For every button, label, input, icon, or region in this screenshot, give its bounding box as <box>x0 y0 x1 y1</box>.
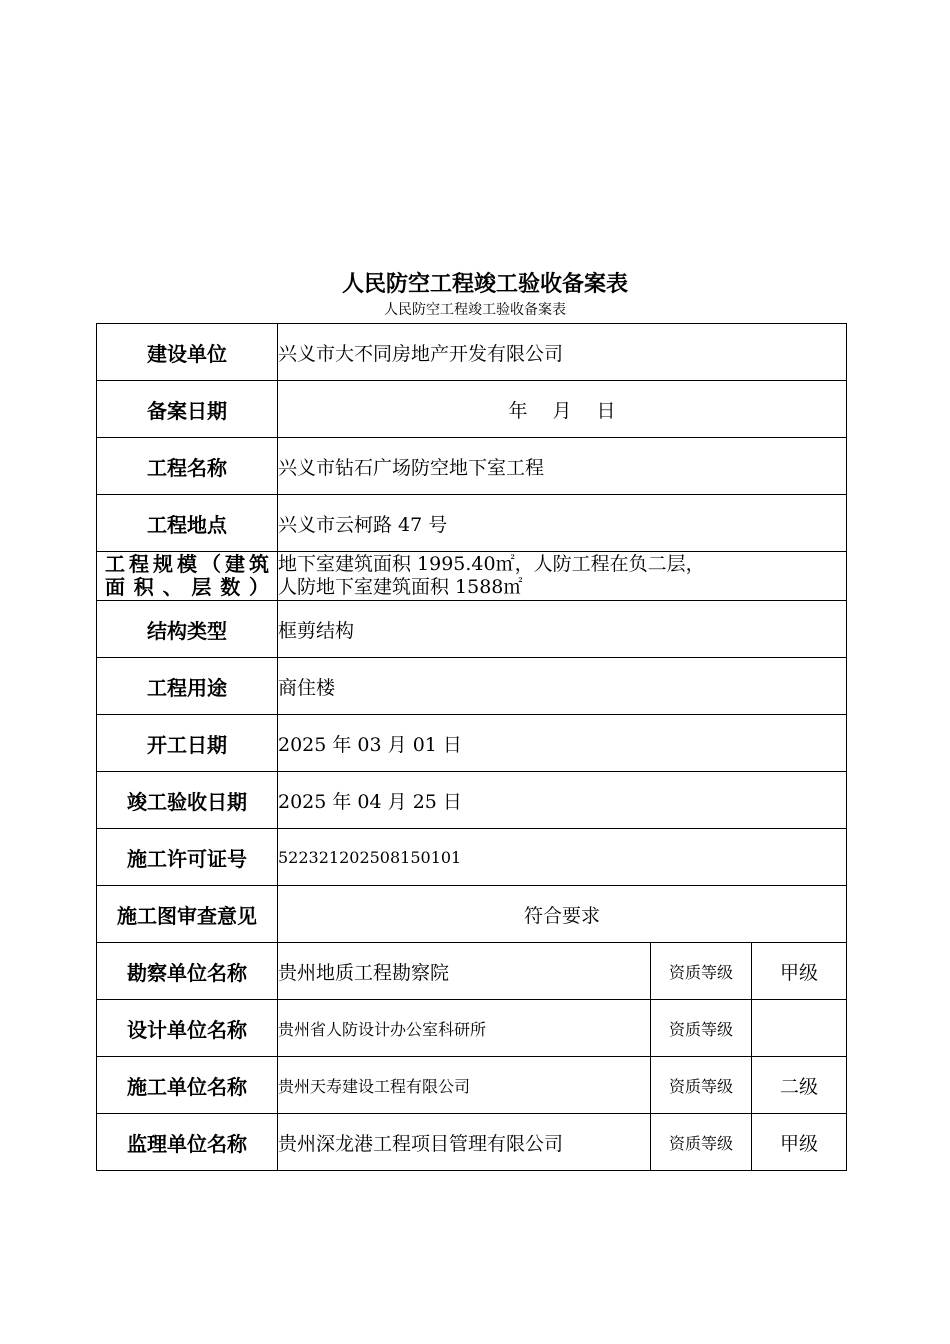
document-subtitle: 人民防空工程竣工验收备案表 <box>384 302 566 318</box>
label-project-name: 工程名称 <box>97 438 278 495</box>
value-survey-unit: 贵州地质工程勘察院 <box>278 943 651 1000</box>
value-contractor-unit: 贵州天寿建设工程有限公司 <box>278 1057 651 1114</box>
label-project-scale-line1: 工程规模（建筑 <box>105 552 269 576</box>
row-construction-unit <box>97 324 847 381</box>
label-drawing-review: 施工图审查意见 <box>97 886 278 943</box>
value-project-scale <box>278 552 847 601</box>
value-project-scale-line2: 人防地下室建筑面积 1588㎡ <box>278 576 523 598</box>
value-design-unit: 贵州省人防设计办公室科研所 <box>278 1000 651 1057</box>
value-project-location: 兴义市云柯路 47 号 <box>278 495 847 552</box>
label-construction-unit: 建设单位 <box>97 324 278 381</box>
row-project-location <box>97 495 847 552</box>
row-supervision-unit <box>97 1114 847 1171</box>
filing-form-table <box>96 323 847 1171</box>
qual-value-contractor-unit: 二级 <box>752 1057 847 1114</box>
label-start-date: 开工日期 <box>97 715 278 772</box>
label-project-scale <box>97 552 278 601</box>
value-supervision-unit: 贵州深龙港工程项目管理有限公司 <box>278 1114 651 1171</box>
value-project-scale-line1: 地下室建筑面积 1995.40㎡，人防工程在负二层， <box>278 553 705 575</box>
value-project-name: 兴义市钻石广场防空地下室工程 <box>278 438 847 495</box>
row-drawing-review <box>97 886 847 943</box>
value-structure-type: 框剪结构 <box>278 601 847 658</box>
value-filing-date: 年 月 日 <box>278 381 847 438</box>
qual-label-contractor-unit: 资质等级 <box>651 1057 752 1114</box>
row-structure-type <box>97 601 847 658</box>
label-project-scale-line2: 面积、层数） <box>105 575 269 599</box>
label-contractor-unit: 施工单位名称 <box>97 1057 278 1114</box>
value-construction-unit: 兴义市大不同房地产开发有限公司 <box>278 324 847 381</box>
label-project-usage: 工程用途 <box>97 658 278 715</box>
row-acceptance-date <box>97 772 847 829</box>
row-project-scale <box>97 552 847 601</box>
qual-value-design-unit <box>752 1000 847 1057</box>
qual-label-design-unit: 资质等级 <box>651 1000 752 1057</box>
document-title: 人民防空工程竣工验收备案表 <box>341 272 628 297</box>
value-acceptance-date: 2025 年 04 月 25 日 <box>278 772 847 829</box>
qual-label-survey-unit: 资质等级 <box>651 943 752 1000</box>
label-project-location: 工程地点 <box>97 495 278 552</box>
label-permit-number: 施工许可证号 <box>97 829 278 886</box>
value-permit-number: 522321202508150101 <box>278 829 847 886</box>
label-design-unit: 设计单位名称 <box>97 1000 278 1057</box>
value-drawing-review: 符合要求 <box>278 886 847 943</box>
value-project-usage: 商住楼 <box>278 658 847 715</box>
row-project-name <box>97 438 847 495</box>
qual-value-supervision-unit: 甲级 <box>752 1114 847 1171</box>
value-start-date: 2025 年 03 月 01 日 <box>278 715 847 772</box>
label-acceptance-date: 竣工验收日期 <box>97 772 278 829</box>
row-design-unit <box>97 1000 847 1057</box>
label-survey-unit: 勘察单位名称 <box>97 943 278 1000</box>
row-permit-number <box>97 829 847 886</box>
qual-value-survey-unit: 甲级 <box>752 943 847 1000</box>
label-supervision-unit: 监理单位名称 <box>97 1114 278 1171</box>
label-structure-type: 结构类型 <box>97 601 278 658</box>
qual-label-supervision-unit: 资质等级 <box>651 1114 752 1171</box>
row-contractor-unit <box>97 1057 847 1114</box>
row-project-usage <box>97 658 847 715</box>
label-filing-date: 备案日期 <box>97 381 278 438</box>
row-survey-unit <box>97 943 847 1000</box>
row-start-date <box>97 715 847 772</box>
row-filing-date <box>97 381 847 438</box>
